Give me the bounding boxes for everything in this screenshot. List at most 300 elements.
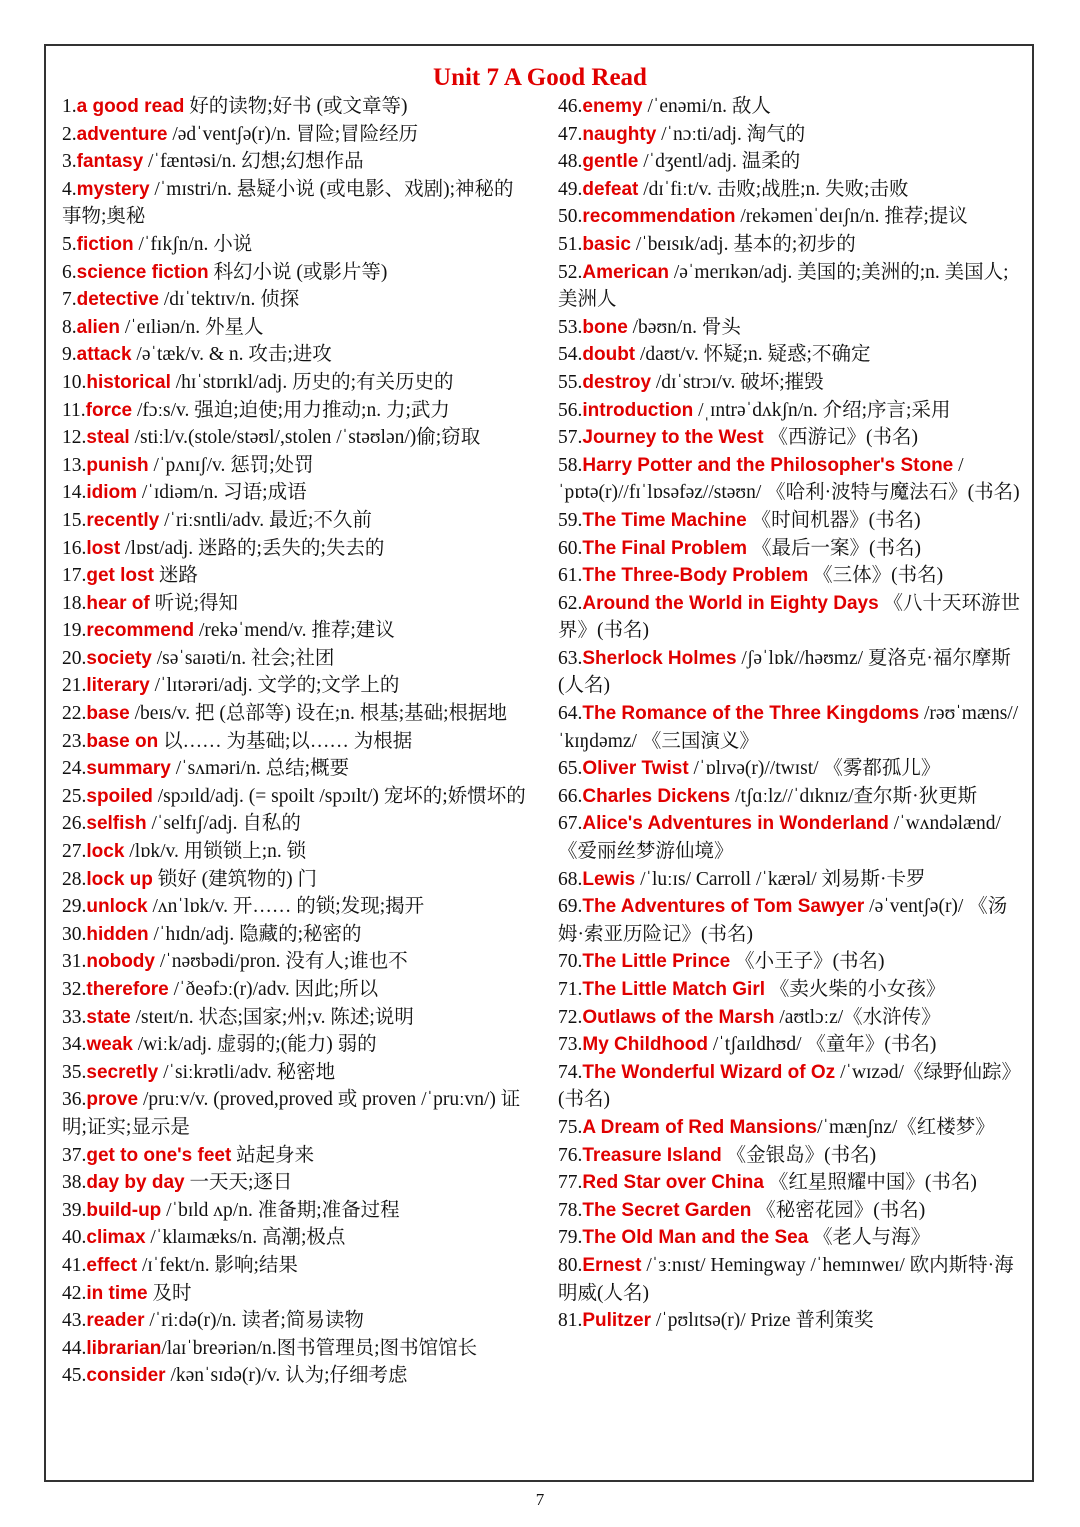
entry-word: lock [86, 841, 125, 863]
entry-number: 52. [558, 261, 583, 283]
vocab-entry [62, 231, 532, 259]
entry-definition: /ˈpɒtə(r)//fɪˈlɒsəfəz//stəʊn/ 《哈利·波特与魔法石》(书名) [558, 454, 1020, 504]
entry-definition: /ˈfɪkʃn/n. 小说 [133, 233, 253, 255]
entry-definition: /ˈfæntəsi/n. 幻想;幻想作品 [143, 151, 364, 173]
entry-number: 62. [558, 592, 583, 614]
entry-definition: /ˈbɪld ʌp/n. 准备期;准备过程 [161, 1199, 400, 1221]
entry-word: fantasy [76, 151, 144, 173]
vocab-entry [558, 1114, 1026, 1142]
entry-definition: 迷路 [153, 565, 198, 587]
entry-definition: /ˈpʊlɪtsə(r)/ Prize 普利策奖 [651, 1310, 874, 1332]
entry-word: introduction [582, 399, 694, 421]
entry-word: recently [86, 509, 160, 531]
vocab-entry [558, 121, 1026, 149]
entry-definition: /hɪˈstɒrɪkl/adj. 历史的;有关历史的 [170, 371, 454, 393]
entry-word: adventure [76, 123, 168, 145]
entry-number: 58. [558, 454, 583, 476]
entry-number: 53. [558, 316, 583, 338]
vocab-entry [558, 452, 1026, 507]
entry-definition: /dɪˈfiːt/v. 击败;战胜;n. 失败;击败 [638, 178, 909, 200]
entry-word: effect [86, 1254, 138, 1276]
vocab-entry [62, 507, 532, 535]
vocab-entry [558, 783, 1026, 811]
entry-word: prove [86, 1089, 139, 1111]
entry-number: 73. [558, 1034, 583, 1056]
vocab-entry [62, 1086, 532, 1141]
entry-definition: /rekəˈmend/v. 推荐;建议 [194, 620, 395, 642]
right-column [558, 93, 1026, 1335]
vocab-entry [558, 397, 1026, 425]
vocab-entry [558, 1307, 1026, 1335]
entry-number: 32. [62, 979, 87, 1000]
vocab-entry [558, 1142, 1026, 1170]
entry-number: 26. [62, 813, 87, 835]
entry-definition: /rəʊˈmæns//ˈkɪŋdəmz/ 《三国演义》 [558, 703, 1019, 752]
entry-definition: /ˈpʌnɪʃ/v. 惩罚;处罚 [148, 454, 314, 476]
entry-number: 16. [62, 537, 87, 559]
entry-number: 67. [558, 813, 583, 835]
vocab-entry [62, 1004, 532, 1032]
entry-word: mystery [76, 178, 150, 200]
entry-definition: /lɒst/adj. 迷路的;丢失的;失去的 [120, 537, 385, 559]
entry-word: steal [86, 427, 130, 449]
entry-word: therefore [86, 979, 169, 1000]
entry-definition: /ˈmænʃnz/《红楼梦》 [817, 1116, 995, 1138]
entry-definition: /ɪˈfekt/n. 影响;结果 [137, 1254, 298, 1276]
entry-word: selfish [86, 813, 147, 835]
vocab-entry [62, 479, 532, 507]
entry-definition: /ˈklaɪmæks/n. 高潮;极点 [145, 1227, 346, 1249]
entry-number: 8. [62, 316, 77, 338]
vocab-entry [62, 838, 532, 866]
left-column [62, 93, 532, 1390]
entry-word: The Adventures of Tom Sawyer [582, 896, 865, 918]
vocab-entry [558, 1059, 1026, 1114]
page-number: 7 [535, 1490, 545, 1509]
vocab-entry [558, 148, 1026, 176]
entry-number: 6. [62, 261, 77, 283]
entry-number: 64. [558, 703, 583, 725]
entry-definition: 《时间机器》(书名) [746, 509, 921, 531]
entry-word: literary [86, 675, 150, 697]
entry-number: 43. [62, 1310, 87, 1332]
entry-number: 76. [558, 1144, 583, 1166]
entry-definition: /ˈenəmi/n. 敌人 [642, 96, 771, 117]
vocab-entry [558, 1197, 1026, 1225]
entry-number: 18. [62, 592, 87, 614]
entry-definition: /ˈriːdə(r)/n. 读者;简易读物 [144, 1310, 364, 1332]
entry-word: force [85, 399, 133, 421]
entry-definition: /stiːl/v.(stole/stəʊl/,stolen /ˈstəʊlən/)偷;窃取 [129, 427, 481, 449]
entry-word: A Dream of Red Mansions [582, 1116, 818, 1138]
entry-definition: /laɪˈbreəriən/n.图书管理员;图书馆馆长 [161, 1337, 478, 1359]
vocab-entry [62, 893, 532, 921]
entry-number: 60. [558, 537, 583, 559]
entry-word: The Three-Body Problem [582, 565, 809, 587]
entry-number: 35. [62, 1061, 87, 1083]
entry-definition: /fɔːs/v. 强迫;迫使;用力推动;n. 力;武力 [132, 399, 450, 421]
vocab-entry [62, 1224, 532, 1252]
entry-number: 70. [558, 951, 583, 973]
vocab-entry [62, 314, 532, 342]
entry-word: enemy [582, 96, 643, 117]
entry-number: 7. [62, 289, 77, 311]
entry-number: 33. [62, 1006, 87, 1028]
vocab-entry [558, 866, 1026, 894]
entry-word: society [86, 647, 152, 669]
entry-definition: 科幻小说 (或影片等) [208, 261, 388, 283]
entry-definition: /əˈtæk/v. & n. 攻击;进攻 [131, 344, 332, 366]
entry-definition: /dɪˈstrɔɪ/v. 破坏;摧毁 [651, 371, 824, 393]
vocab-entry [62, 948, 532, 976]
entry-number: 15. [62, 509, 87, 531]
entry-definition: 《三体》(书名) [808, 565, 944, 587]
entry-definition: /ˈɒlɪvə(r)//twɪst/ 《雾都孤儿》 [688, 758, 941, 780]
entry-number: 66. [558, 785, 583, 807]
entry-definition: /ˈsiːkrətli/adv. 秘密地 [158, 1061, 336, 1083]
vocab-entry [62, 1031, 532, 1059]
entry-number: 28. [62, 868, 87, 890]
entry-word: lost [86, 537, 121, 559]
entry-definition: 好的读物;好书 (或文章等) [184, 96, 408, 117]
vocab-entry [558, 755, 1026, 783]
entry-definition: 《八十天环游世界》(书名) [558, 592, 1021, 642]
vocab-entry [62, 1197, 532, 1225]
entry-word: hear of [86, 592, 150, 614]
vocab-entry [62, 783, 532, 811]
entry-definition: 《金银岛》(书名) [721, 1144, 877, 1166]
entry-definition: /ˈðeəfɔː(r)/adv. 因此;所以 [168, 979, 379, 1000]
vocab-entry [558, 645, 1026, 700]
entry-number: 59. [558, 509, 583, 531]
entry-word: Pulitzer [582, 1310, 651, 1332]
entry-word: The Secret Garden [582, 1199, 752, 1221]
entry-number: 55. [558, 371, 583, 393]
entry-number: 30. [62, 923, 87, 945]
entry-word: climax [86, 1227, 146, 1249]
entry-definition: /ʌnˈlɒk/v. 开…… 的锁;发现;揭开 [147, 896, 425, 918]
vocab-entry [558, 948, 1026, 976]
entry-definition: /lɒk/v. 用锁锁上;n. 锁 [124, 841, 307, 863]
entry-word: spoiled [86, 785, 153, 807]
entry-definition: /ˈwɪzəd/《绿野仙踪》(书名) [558, 1061, 1021, 1111]
entry-number: 23. [62, 730, 87, 752]
entry-word: The Time Machine [582, 509, 747, 531]
entry-number: 65. [558, 758, 583, 780]
vocab-entry [62, 755, 532, 783]
entry-definition: /ˈnəʊbədi/pron. 没有人;谁也不 [154, 951, 408, 973]
entry-definition: /steɪt/n. 状态;国家;州;v. 陈述;说明 [130, 1006, 414, 1028]
entry-word: punish [86, 454, 149, 476]
vocab-entry [558, 535, 1026, 563]
vocab-entry [62, 866, 532, 894]
entry-word: secretly [86, 1061, 159, 1083]
vocab-entry [62, 259, 532, 287]
entry-word: weak [86, 1034, 133, 1056]
entry-number: 9. [62, 344, 77, 366]
entry-number: 3. [62, 151, 77, 173]
vocab-entry [62, 121, 532, 149]
entry-definition: 听说;得知 [149, 592, 239, 614]
entry-definition: /dɪˈtektɪv/n. 侦探 [159, 289, 300, 311]
entry-number: 44. [62, 1337, 87, 1359]
entry-number: 1. [62, 96, 77, 117]
entry-number: 29. [62, 896, 87, 918]
entry-number: 24. [62, 758, 87, 780]
entry-word: base [86, 703, 130, 725]
entry-definition: /əˈmerɪkən/adj. 美国的;美洲的;n. 美国人;美洲人 [558, 261, 1009, 311]
vocab-entry [62, 397, 532, 425]
entry-word: Lewis [582, 868, 636, 890]
entry-definition: /kənˈsɪdə(r)/v. 认为;仔细考虑 [165, 1365, 408, 1387]
vocab-entry [62, 369, 532, 397]
entry-word: detective [76, 289, 159, 311]
entry-word: Oliver Twist [582, 758, 689, 780]
entry-word: basic [582, 233, 631, 255]
entry-definition: /ˈnɔːti/adj. 淘气的 [656, 123, 806, 145]
vocab-entry [62, 672, 532, 700]
vocab-entry [62, 341, 532, 369]
entry-number: 68. [558, 868, 583, 890]
vocab-entry [62, 617, 532, 645]
entry-definition: 《秘密花园》(书名) [751, 1199, 926, 1221]
entry-word: Sherlock Holmes [582, 647, 737, 669]
vocab-entry [558, 1224, 1026, 1252]
entry-number: 5. [62, 233, 77, 255]
vocab-entry [62, 424, 532, 452]
entry-number: 40. [62, 1227, 87, 1249]
entry-number: 61. [558, 565, 583, 587]
entry-number: 50. [558, 206, 583, 228]
entry-word: build-up [86, 1199, 162, 1221]
entry-number: 45. [62, 1365, 87, 1387]
entry-word: consider [86, 1365, 166, 1387]
entry-word: recommend [86, 620, 195, 642]
entry-number: 51. [558, 233, 583, 255]
entry-word: hidden [86, 923, 149, 945]
entry-number: 14. [62, 482, 87, 504]
vocab-entry [62, 645, 532, 673]
entry-word: Harry Potter and the Philosopher's Stone [582, 454, 954, 476]
entry-word: unlock [86, 896, 148, 918]
vocab-entry [558, 562, 1026, 590]
vocab-entry [558, 424, 1026, 452]
entry-number: 34. [62, 1034, 87, 1056]
entry-definition: /pruːv/v. (proved,proved 或 proven /ˈpruːvn/) 证明;证实;显示是 [62, 1089, 521, 1138]
entry-number: 13. [62, 454, 87, 476]
entry-word: historical [86, 371, 171, 393]
entry-number: 39. [62, 1199, 87, 1221]
vocab-entry [62, 1059, 532, 1087]
entry-number: 71. [558, 979, 583, 1000]
vocab-entry [558, 231, 1026, 259]
vocab-entry [558, 341, 1026, 369]
entry-word: The Wonderful Wizard of Oz [582, 1061, 836, 1083]
vocab-entry [62, 562, 532, 590]
entry-number: 25. [62, 785, 87, 807]
vocab-entry [558, 369, 1026, 397]
entry-definition: /ˈhɪdn/adj. 隐藏的;秘密的 [148, 923, 362, 945]
entry-number: 19. [62, 620, 87, 642]
entry-definition: /rekəmenˈdeɪʃn/n. 推荐;提议 [735, 206, 968, 228]
vocab-entry [62, 921, 532, 949]
entry-word: Red Star over China [582, 1172, 764, 1194]
entry-definition: 《红星照耀中国》(书名) [763, 1172, 977, 1194]
vocab-entry [62, 1362, 532, 1390]
entry-number: 31. [62, 951, 87, 973]
entry-number: 36. [62, 1089, 87, 1111]
vocab-entry [62, 1169, 532, 1197]
entry-definition: 《老人与海》 [808, 1227, 931, 1249]
entry-number: 38. [62, 1172, 87, 1194]
vocab-entry [62, 590, 532, 618]
vocab-entry [558, 507, 1026, 535]
entry-definition: 及时 [147, 1282, 192, 1304]
entry-definition: /ˈdʒentl/adj. 温柔的 [638, 151, 801, 173]
entry-word: Journey to the West [582, 427, 764, 449]
entry-word: My Childhood [582, 1034, 708, 1056]
vocab-entry [62, 1252, 532, 1280]
vocab-entry [558, 1004, 1026, 1032]
entry-definition: /daʊt/v. 怀疑;n. 疑惑;不确定 [635, 344, 871, 366]
entry-number: 81. [558, 1310, 583, 1332]
vocab-entry [62, 1307, 532, 1335]
entry-word: The Old Man and the Sea [582, 1227, 809, 1249]
vocab-entry [558, 259, 1026, 314]
entry-number: 21. [62, 675, 87, 697]
entry-definition: /tʃɑːlz//ˈdɪknɪz/查尔斯·狄更斯 [730, 785, 978, 807]
entry-definition: 《小王子》(书名) [730, 951, 885, 973]
entry-definition: /ˌɪntrəˈdʌkʃn/n. 介绍;序言;采用 [693, 399, 951, 421]
vocab-entry [62, 452, 532, 480]
entry-definition: 一天天;逐日 [184, 1172, 293, 1194]
entry-number: 22. [62, 703, 87, 725]
vocab-entry [62, 728, 532, 756]
entry-definition: /ˈriːsntli/adv. 最近;不久前 [159, 509, 372, 531]
vocab-entry [62, 700, 532, 728]
entry-number: 77. [558, 1172, 583, 1194]
entry-number: 42. [62, 1282, 87, 1304]
entry-word: state [86, 1006, 131, 1028]
entry-number: 48. [558, 151, 583, 173]
entry-definition: /ˈsʌməri/n. 总结;概要 [170, 758, 350, 780]
entry-definition: /ˈselfɪʃ/adj. 自私的 [146, 813, 301, 835]
entry-number: 56. [558, 399, 583, 421]
entry-definition: /ʃəˈlɒk//həʊmz/ 夏洛克·福尔摩斯(人名) [558, 647, 1011, 697]
entry-definition: /wiːk/adj. 虚弱的;(能力) 弱的 [132, 1034, 377, 1056]
entry-word: get lost [86, 565, 154, 587]
entry-definition: /ədˈventʃə(r)/n. 冒险;冒险经历 [167, 123, 419, 145]
entry-definition: /ˈɜːnɪst/ Hemingway /ˈhemɪnweɪ/ 欧内斯特·海明威(人名) [558, 1254, 1014, 1304]
entry-definition: /aʊtlɔːz/《水浒传》 [774, 1006, 941, 1028]
entry-number: 57. [558, 427, 583, 449]
entry-definition: /spɔɪld/adj. (= spoilt /spɔɪlt/) 宠坏的;娇惯坏的 [152, 785, 526, 807]
entry-definition: 以…… 为基础;以…… 为根据 [158, 730, 413, 752]
entry-word: lock up [86, 868, 153, 890]
entry-word: naughty [582, 123, 657, 145]
entry-number: 75. [558, 1116, 583, 1138]
entry-word: alien [76, 316, 120, 338]
entry-word: summary [86, 758, 171, 780]
entry-number: 11. [62, 399, 86, 421]
entry-word: recommendation [582, 206, 736, 228]
entry-word: doubt [582, 344, 636, 366]
entry-word: base on [86, 730, 159, 752]
entry-word: Ernest [582, 1254, 642, 1276]
entry-number: 47. [558, 123, 583, 145]
unit-title: Unit 7 A Good Read [433, 64, 647, 91]
entry-number: 79. [558, 1227, 583, 1249]
entry-number: 80. [558, 1254, 583, 1276]
vocab-entry [62, 1335, 532, 1363]
vocab-entry [62, 1280, 532, 1308]
vocab-entry [558, 1169, 1026, 1197]
entry-definition: /beɪs/v. 把 (总部等) 设在;n. 根基;基础;根据地 [129, 703, 508, 725]
entry-definition: 《西游记》(书名) [763, 427, 918, 449]
entry-number: 4. [62, 178, 77, 200]
vocab-entry [558, 93, 1026, 121]
entry-word: The Romance of the Three Kingdoms [582, 703, 920, 725]
vocab-entry [62, 286, 532, 314]
entry-number: 78. [558, 1199, 583, 1221]
entry-word: Charles Dickens [582, 785, 731, 807]
entry-word: The Little Match Girl [582, 979, 765, 1000]
entry-definition: 站起身来 [231, 1144, 315, 1166]
entry-number: 46. [558, 96, 583, 117]
entry-word: destroy [582, 371, 652, 393]
entry-number: 12. [62, 427, 87, 449]
entry-word: a good read [76, 96, 185, 117]
entry-number: 72. [558, 1006, 583, 1028]
entry-definition: /əˈventʃə(r)/ 《汤姆·索亚历险记》(书名) [558, 896, 1008, 945]
entry-definition: /ˈluːɪs/ Carroll /ˈkærəl/ 刘易斯·卡罗 [635, 868, 926, 890]
vocab-entry [558, 810, 1026, 865]
entry-definition: /ˈɪdiəm/n. 习语;成语 [137, 482, 307, 504]
vocab-entry [558, 1031, 1026, 1059]
entry-word: The Little Prince [582, 951, 731, 973]
vocab-entry [558, 590, 1026, 645]
entry-number: 63. [558, 647, 583, 669]
entry-definition: /ˈwʌndəlænd/ 《爱丽丝梦游仙境》 [558, 813, 1001, 863]
entry-word: bone [582, 316, 628, 338]
entry-word: nobody [86, 951, 155, 973]
entry-word: idiom [86, 482, 138, 504]
entry-word: defeat [582, 178, 639, 200]
entry-number: 20. [62, 647, 87, 669]
vocab-entry [558, 893, 1026, 948]
entry-number: 37. [62, 1144, 87, 1166]
entry-number: 49. [558, 178, 583, 200]
vocab-entry [62, 976, 532, 1004]
entry-number: 69. [558, 896, 583, 918]
entry-number: 54. [558, 344, 583, 366]
entry-word: get to one's feet [86, 1144, 232, 1166]
entry-word: day by day [86, 1172, 185, 1194]
entry-definition: /ˈtʃaɪldhʊd/ 《童年》(书名) [707, 1034, 937, 1056]
vocab-entry [62, 535, 532, 563]
entry-word: fiction [76, 233, 134, 255]
vocab-entry [62, 176, 532, 231]
entry-word: science fiction [76, 261, 209, 283]
entry-word: Alice's Adventures in Wonderland [582, 813, 889, 835]
entry-word: reader [86, 1310, 145, 1332]
entry-word: in time [86, 1282, 148, 1304]
vocab-entry [558, 1252, 1026, 1307]
entry-word: librarian [86, 1337, 162, 1359]
entry-definition: /ˈbeɪsɪk/adj. 基本的;初步的 [630, 233, 856, 255]
entry-definition: /bəʊn/n. 骨头 [627, 316, 741, 338]
entry-word: Around the World in Eighty Days [582, 592, 879, 614]
